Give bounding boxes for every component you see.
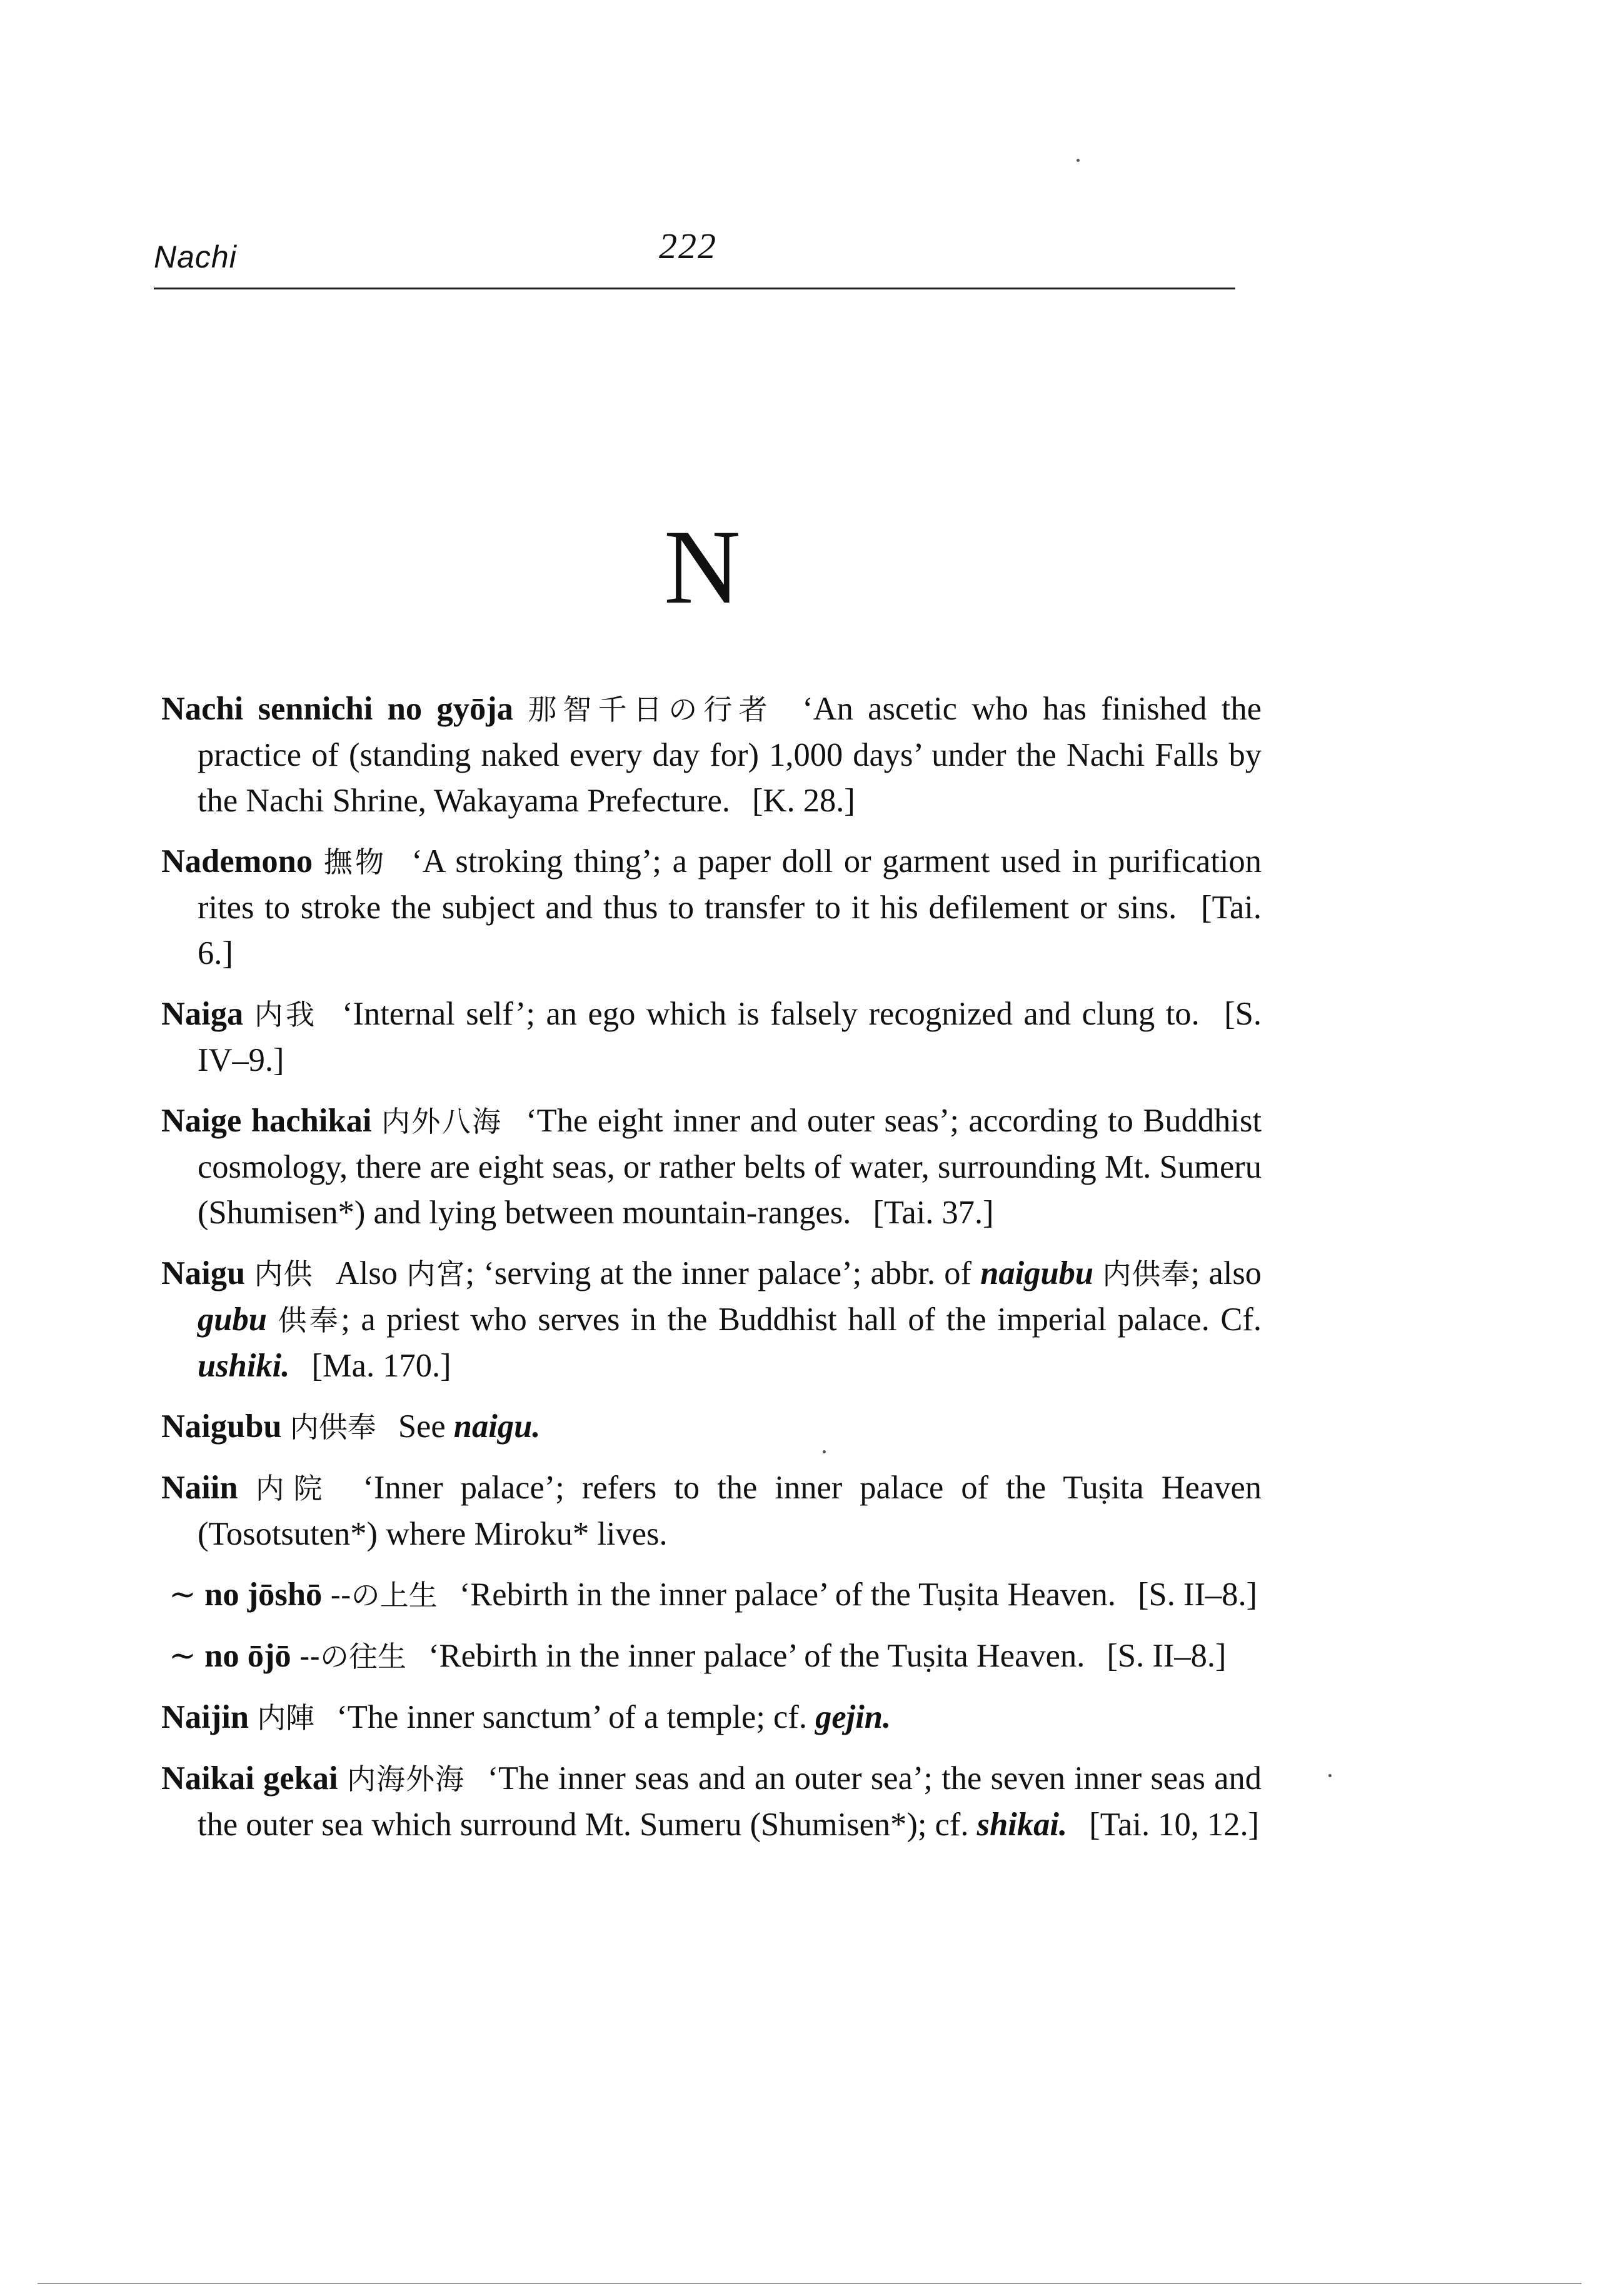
subentry-no-josho — [161, 1572, 1262, 1618]
kanji: 内海外海 — [346, 1762, 465, 1796]
gloss: ‘Internal self’; an ego which is falsely recognized and clung to. — [342, 996, 1200, 1032]
page-number: 222 — [659, 226, 717, 266]
headword: Naijin — [161, 1699, 249, 1735]
cross-term: shikai. — [976, 1807, 1068, 1843]
headword: no jōshō — [204, 1577, 323, 1613]
entry-nachi-sennichi-no-gyoja — [161, 686, 1262, 824]
entry-naigubu — [161, 1404, 1262, 1450]
entry-naijin — [161, 1695, 1262, 1741]
gloss: ‘An ascetic who has finished the practice of (standing naked every day for) 1,000 days’ under the Nachi Falls by the Nachi Shrine, Wakayama Prefecture. — [198, 691, 1262, 819]
running-title: Nachi — [154, 239, 237, 274]
kanji: --の上生 — [330, 1578, 438, 1612]
tilde-mark: ∼ — [169, 1638, 196, 1674]
cross-term: ushiki. — [198, 1348, 290, 1384]
kanji: 那智千日の行者 — [528, 693, 774, 726]
section-letter: N — [664, 508, 741, 626]
entry-naiin — [161, 1465, 1262, 1557]
entry-nademono — [161, 839, 1262, 976]
reference: [S. II–8.] — [1138, 1577, 1258, 1613]
kanji: 内陣 — [257, 1701, 315, 1735]
reference: [Tai. 37.] — [873, 1195, 994, 1231]
gloss: ‘The inner seas and an outer sea’; the seven inner seas and the outer sea which surround Mt. Sumeru (Shumisen*); cf. — [198, 1760, 1262, 1843]
gloss: ‘Rebirth in the inner palace’ of the Tuṣita Heaven. — [459, 1577, 1116, 1613]
also-kanji: 内宮 — [406, 1257, 466, 1291]
entry-naigu — [161, 1251, 1262, 1389]
running-header — [154, 225, 1235, 300]
kanji: --の往生 — [299, 1640, 407, 1673]
gloss-part-c: ; a priest who serves in the Buddhist hall of the imperial palace. Cf. — [341, 1301, 1262, 1338]
entry-naiga — [161, 991, 1262, 1083]
reference: [K. 28.] — [752, 783, 855, 819]
gloss: ‘The inner sanctum’ of a temple; cf. — [336, 1699, 807, 1735]
kanji: 内我 — [254, 998, 318, 1031]
entry-naikai-gekai — [161, 1756, 1262, 1848]
kanji: 内供奉 — [289, 1410, 376, 1444]
gloss: ‘Inner palace’; refers to the inner palace of the Tuṣita Heaven (Tosotsuten*) where Miroku* lives. — [198, 1470, 1262, 1552]
cross-term-kanji: 供奉 — [278, 1303, 341, 1337]
headword: no ōjō — [204, 1638, 291, 1674]
kanji: 撫物 — [323, 845, 387, 879]
kanji: 内外八海 — [381, 1105, 503, 1138]
kanji: 内院 — [255, 1471, 332, 1505]
reference: [S. IV–9.] — [198, 996, 1262, 1078]
header-rule — [154, 288, 1235, 289]
headword: Naige hachikai — [161, 1103, 372, 1139]
scan-speck — [1328, 1774, 1332, 1777]
gloss-part-a: ; ‘serving at the inner palace’; abbr. of — [465, 1255, 971, 1291]
cross-term: gubu — [198, 1301, 267, 1338]
scan-speck — [823, 1450, 826, 1453]
cross-term: gejin. — [815, 1699, 891, 1735]
headword: Naiga — [161, 996, 244, 1032]
see-term: naigu. — [453, 1408, 541, 1445]
see-label: See — [398, 1408, 446, 1445]
headword: Nachi sennichi no gyōja — [161, 691, 513, 727]
headword: Naigu — [161, 1255, 246, 1291]
kanji: 内供 — [254, 1257, 313, 1291]
scan-speck — [1076, 159, 1080, 162]
reference: [S. II–8.] — [1107, 1638, 1227, 1674]
reference: [Tai. 10, 12.] — [1089, 1807, 1260, 1843]
tilde-mark: ∼ — [169, 1577, 196, 1613]
entry-list — [161, 686, 1262, 1863]
gloss: ‘The eight inner and outer seas’; according to Buddhist cosmology, there are eight seas, or rather belts of water, surrounding Mt. Sumeru (Shumisen*) and lying between mountain-ranges. — [198, 1103, 1262, 1231]
cross-term: naigubu — [980, 1255, 1094, 1291]
gloss: ‘A stroking thing’; a paper doll or garment used in purification rites to stroke the subject and thus to transfer to it his defilement or sins. — [198, 843, 1262, 926]
headword: Naiin — [161, 1470, 238, 1506]
gloss-part-b: ; also — [1190, 1255, 1262, 1291]
cross-term-kanji: 内供奉 — [1102, 1257, 1191, 1291]
headword: Naigubu — [161, 1408, 282, 1445]
subentry-no-ojo — [161, 1633, 1262, 1680]
gloss: ‘Rebirth in the inner palace’ of the Tuṣita Heaven. — [428, 1638, 1085, 1674]
also-label: Also — [335, 1255, 398, 1291]
entry-naige-hachikai — [161, 1098, 1262, 1236]
scan-edge-line — [38, 2283, 1582, 2284]
reference: [Tai. 6.] — [198, 890, 1262, 971]
headword: Nademono — [161, 843, 313, 880]
reference: [Ma. 170.] — [311, 1348, 451, 1384]
headword: Naikai gekai — [161, 1760, 338, 1797]
